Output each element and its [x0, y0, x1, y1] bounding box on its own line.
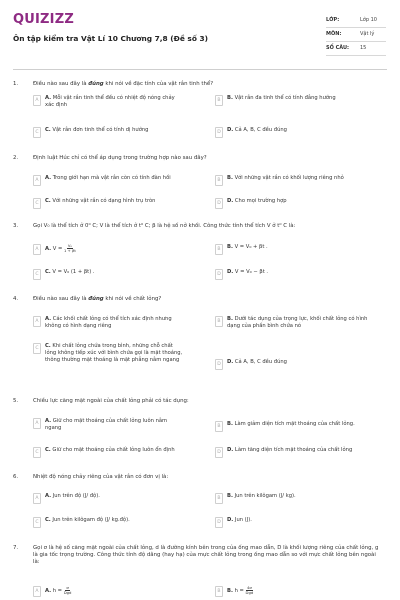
option-key: D.: [227, 517, 234, 523]
option-d[interactable]: [215, 447, 375, 458]
option-b[interactable]: [215, 493, 375, 504]
question-text-part: Định luật Húc chỉ có thể áp dụng trong trường hợp nào sau đây?: [33, 155, 207, 161]
option-b[interactable]: [215, 95, 375, 106]
worksheet-header: [0, 0, 400, 70]
option-text: [227, 421, 355, 428]
option-d[interactable]: [215, 269, 375, 280]
meta-value: Vật lý: [360, 31, 375, 38]
option-key: B.: [227, 244, 233, 250]
option-c[interactable]: [33, 127, 183, 138]
option-text: [227, 359, 287, 366]
question-emphasis: đúng: [88, 296, 104, 302]
option-text: [227, 198, 287, 205]
question-number: 4.: [13, 296, 19, 302]
option-letter-box: C: [33, 127, 41, 138]
option-d[interactable]: [215, 198, 375, 209]
option-letter-box: C: [33, 198, 41, 209]
meta-box: [326, 14, 386, 56]
option-text: [45, 343, 183, 364]
option-text: [45, 269, 95, 276]
question-text: [33, 81, 383, 88]
option-text: [227, 127, 287, 134]
option-c[interactable]: [33, 269, 183, 280]
option-body: Với những vật rắn có khối lượng riêng nhỏ: [232, 175, 344, 181]
option-letter-box: B: [215, 316, 223, 327]
formula-fraction: [64, 244, 76, 253]
option-key: A.: [45, 493, 52, 499]
option-letter-box: B: [215, 95, 223, 106]
question-number: 6.: [13, 474, 19, 480]
question-text-part: Nhiệt độ nóng chảy riêng của vật rắn có đơn vị là:: [33, 474, 169, 480]
option-key: B.: [227, 175, 233, 181]
option-key: C.: [45, 198, 51, 204]
meta-row-class: [326, 14, 386, 28]
option-body: h =: [232, 587, 246, 594]
option-key: C.: [45, 269, 51, 275]
worksheet-title: Ôn tập kiểm tra Vật Lí 10 Chương 7,8 (Đề số 3): [13, 34, 209, 43]
option-body: Trong giới hạn mà vật rắn còn có tính đàn hồi: [51, 175, 171, 181]
option-letter-box: A: [33, 493, 41, 504]
option-letter-box: D: [215, 447, 223, 458]
option-letter-box: C: [33, 269, 41, 280]
option-text: [45, 447, 175, 454]
option-key: D.: [227, 359, 234, 365]
fraction-denominator: 1 + βt: [63, 247, 76, 253]
option-text: [45, 316, 183, 330]
meta-value: 15: [360, 45, 367, 52]
question-number: 3.: [13, 223, 19, 229]
option-letter-box: D: [215, 359, 223, 370]
option-body: V = V₀ (1 + βt) .: [50, 269, 95, 275]
option-text: [227, 586, 253, 595]
option-letter-box: A: [33, 316, 41, 327]
option-body: Dưới tác dụng của trọng lực, khối chất lỏng có hình dạng của phần bình chứa nó: [227, 316, 368, 330]
option-c[interactable]: [33, 447, 183, 458]
option-body: Vật rắn đơn tinh thể có tính dị hướng: [50, 127, 149, 133]
option-letter-box: D: [215, 269, 223, 280]
option-text: [45, 586, 71, 595]
option-letter-box: D: [215, 517, 223, 528]
option-letter-box: A: [33, 175, 41, 186]
option-text: [45, 175, 171, 182]
option-key: C.: [45, 447, 51, 453]
fraction-denominator: Dgd: [63, 589, 72, 595]
option-letter-box: A: [33, 418, 41, 429]
option-b[interactable]: [215, 316, 375, 330]
question-text-part: Gọi V₀ là thể tích ở 0⁰ C; V là thể tích ở t⁰ C; β là hệ số nở khối. Công thức tính thể tích V ở t⁰ C là:: [33, 223, 296, 229]
option-key: A.: [45, 95, 52, 101]
option-a[interactable]: [33, 493, 183, 504]
option-body: Vật rắn đa tinh thể có tính đẳng hướng: [232, 95, 336, 101]
option-text: [45, 493, 100, 500]
option-letter-box: C: [33, 343, 41, 354]
option-key: C.: [45, 127, 51, 133]
option-c[interactable]: [33, 343, 183, 364]
option-letter-box: D: [215, 127, 223, 138]
option-c[interactable]: [33, 198, 183, 209]
option-key: D.: [227, 127, 234, 133]
option-key: B.: [227, 316, 233, 322]
question-text: [33, 398, 383, 405]
option-a[interactable]: [33, 175, 183, 186]
option-text: [227, 493, 296, 500]
meta-label: LỚP:: [326, 17, 340, 24]
option-d[interactable]: [215, 359, 375, 370]
option-letter-box: B: [215, 493, 223, 504]
option-letter-box: B: [215, 421, 223, 432]
option-c[interactable]: [33, 517, 183, 528]
option-d[interactable]: [215, 517, 375, 528]
question-text: [33, 296, 383, 303]
formula-fraction: [64, 586, 72, 595]
option-b[interactable]: [215, 421, 375, 432]
option-letter-box: A: [33, 95, 41, 106]
option-text: [45, 244, 76, 253]
option-a[interactable]: [33, 586, 183, 597]
question-text-part: Gọi σ là hệ số căng mặt ngoài của chất lỏng, d là đường kính bên trong của ống mao dẫn, D là khối lượng riêng của chất lỏng, g là gia tốc trọng trường. Công thức tính độ dâng (hay hạ) của mực chất lỏng trong ống mao dẫn so với mực chất lỏng bên ngoài là:: [33, 545, 379, 566]
option-text: [227, 316, 375, 330]
fraction-denominator: Dgd: [245, 589, 254, 595]
meta-label: SỐ CÂU:: [326, 45, 350, 52]
meta-row-subject: [326, 28, 386, 42]
meta-value: Lớp 10: [360, 17, 377, 24]
option-key: B.: [227, 421, 233, 427]
option-letter-box: B: [215, 175, 223, 186]
meta-row-count: [326, 42, 386, 56]
option-body: Với những vật rắn có dạng hình trụ tròn: [50, 198, 156, 204]
option-letter-box: C: [33, 517, 41, 528]
question-text-part: Chiều lực căng mặt ngoài của chất lỏng phải có tác dụng:: [33, 398, 189, 404]
option-text: [45, 198, 155, 205]
question-text: [33, 223, 383, 230]
option-b[interactable]: [215, 586, 375, 597]
fraction-numerator: V₀: [67, 243, 72, 248]
option-body: Giữ cho mặt thoáng của chất lỏng luôn nằm ngang: [45, 418, 168, 432]
question-text-part: khi nói về chất lỏng?: [103, 296, 162, 302]
option-body: Jun (J).: [233, 517, 252, 523]
header-divider: [13, 69, 387, 70]
option-b[interactable]: [215, 244, 375, 255]
question-text: [33, 474, 383, 481]
option-letter-box: D: [215, 198, 223, 209]
option-key: A.: [45, 175, 52, 181]
question-number: 1.: [13, 81, 19, 87]
option-key: D.: [227, 269, 234, 275]
question-text: [33, 545, 383, 566]
option-body: Khi chất lỏng chứa trong bình, những chỗ chất lỏng không tiếp xúc với bình chứa gọi là mặt thoáng, thông thường mặt thoáng là mặt phẳng nằm ngang: [45, 343, 183, 364]
option-key: B.: [227, 493, 233, 499]
option-a[interactable]: [33, 244, 183, 255]
option-text: [227, 517, 252, 524]
question-number: 2.: [13, 155, 19, 161]
option-text: [45, 127, 148, 134]
meta-label: MÔN:: [326, 31, 342, 38]
option-key: B.: [227, 587, 233, 594]
question-text-part: Điều nào sau đây là: [33, 81, 89, 87]
option-body: Cho mọi trường hợp: [233, 198, 287, 204]
option-text: [45, 418, 183, 432]
option-body: V =: [51, 245, 64, 252]
option-d[interactable]: [215, 127, 375, 138]
option-a[interactable]: [33, 316, 183, 330]
option-text: [227, 269, 268, 276]
option-letter-box: B: [215, 586, 223, 597]
option-key: D.: [227, 447, 234, 453]
option-letter-box: C: [33, 447, 41, 458]
option-body: V = V₀ + βt .: [232, 244, 268, 250]
option-b[interactable]: [215, 175, 375, 186]
option-body: Cả A, B, C đều đúng: [233, 359, 287, 365]
option-key: B.: [227, 95, 233, 101]
option-body: V = V₀ − βt .: [233, 269, 269, 275]
option-text: [227, 95, 336, 102]
question-number: 5.: [13, 398, 19, 404]
option-text: [227, 447, 352, 454]
option-letter-box: A: [33, 586, 41, 597]
option-text: [45, 95, 183, 109]
option-key: A.: [45, 316, 52, 322]
question-text-part: khi nói về đặc tính của vật rắn tinh thể?: [103, 81, 214, 87]
option-key: A.: [45, 587, 52, 594]
question-text-part: Điều nào sau đây là: [33, 296, 89, 302]
option-body: Các khối chất lỏng có thể tích xác định nhưng không có hình dạng riêng: [45, 316, 172, 330]
option-body: Giữ cho mặt thoáng của chất lỏng luôn ổn định: [50, 447, 175, 453]
question-text: [33, 155, 383, 162]
option-key: C.: [45, 517, 51, 523]
option-key: A.: [45, 245, 52, 252]
question-number: 7.: [13, 545, 19, 551]
option-text: [45, 517, 130, 524]
option-body: Jun trên độ (J/ độ).: [51, 493, 100, 499]
option-text: [227, 175, 344, 182]
option-body: Làm giảm diện tích mặt thoáng của chất lỏng.: [232, 421, 355, 427]
option-key: C.: [45, 343, 51, 349]
option-letter-box: A: [33, 244, 41, 255]
option-body: Jun trên kilôgam độ (J/ kg.độ).: [50, 517, 130, 523]
option-text: [227, 244, 268, 251]
option-a[interactable]: [33, 95, 183, 109]
option-key: A.: [45, 418, 52, 424]
option-body: Mỗi vật rắn tinh thể đều có nhiệt độ nóng chảy xác định: [45, 95, 175, 109]
question-emphasis: đúng: [88, 81, 104, 87]
fraction-numerator: 4σ: [246, 585, 252, 590]
fraction-numerator: σ: [66, 585, 69, 590]
option-body: h =: [51, 587, 64, 594]
option-a[interactable]: [33, 418, 183, 432]
option-body: Jun trên kilôgam (J/ kg).: [232, 493, 296, 499]
option-body: Làm tăng diện tích mặt thoáng của chất lỏng: [233, 447, 353, 453]
quizizz-logo: QUIZIZZ: [13, 12, 74, 27]
option-key: D.: [227, 198, 234, 204]
option-body: Cả A, B, C đều đúng: [233, 127, 287, 133]
option-letter-box: B: [215, 244, 223, 255]
formula-fraction: [246, 586, 254, 595]
